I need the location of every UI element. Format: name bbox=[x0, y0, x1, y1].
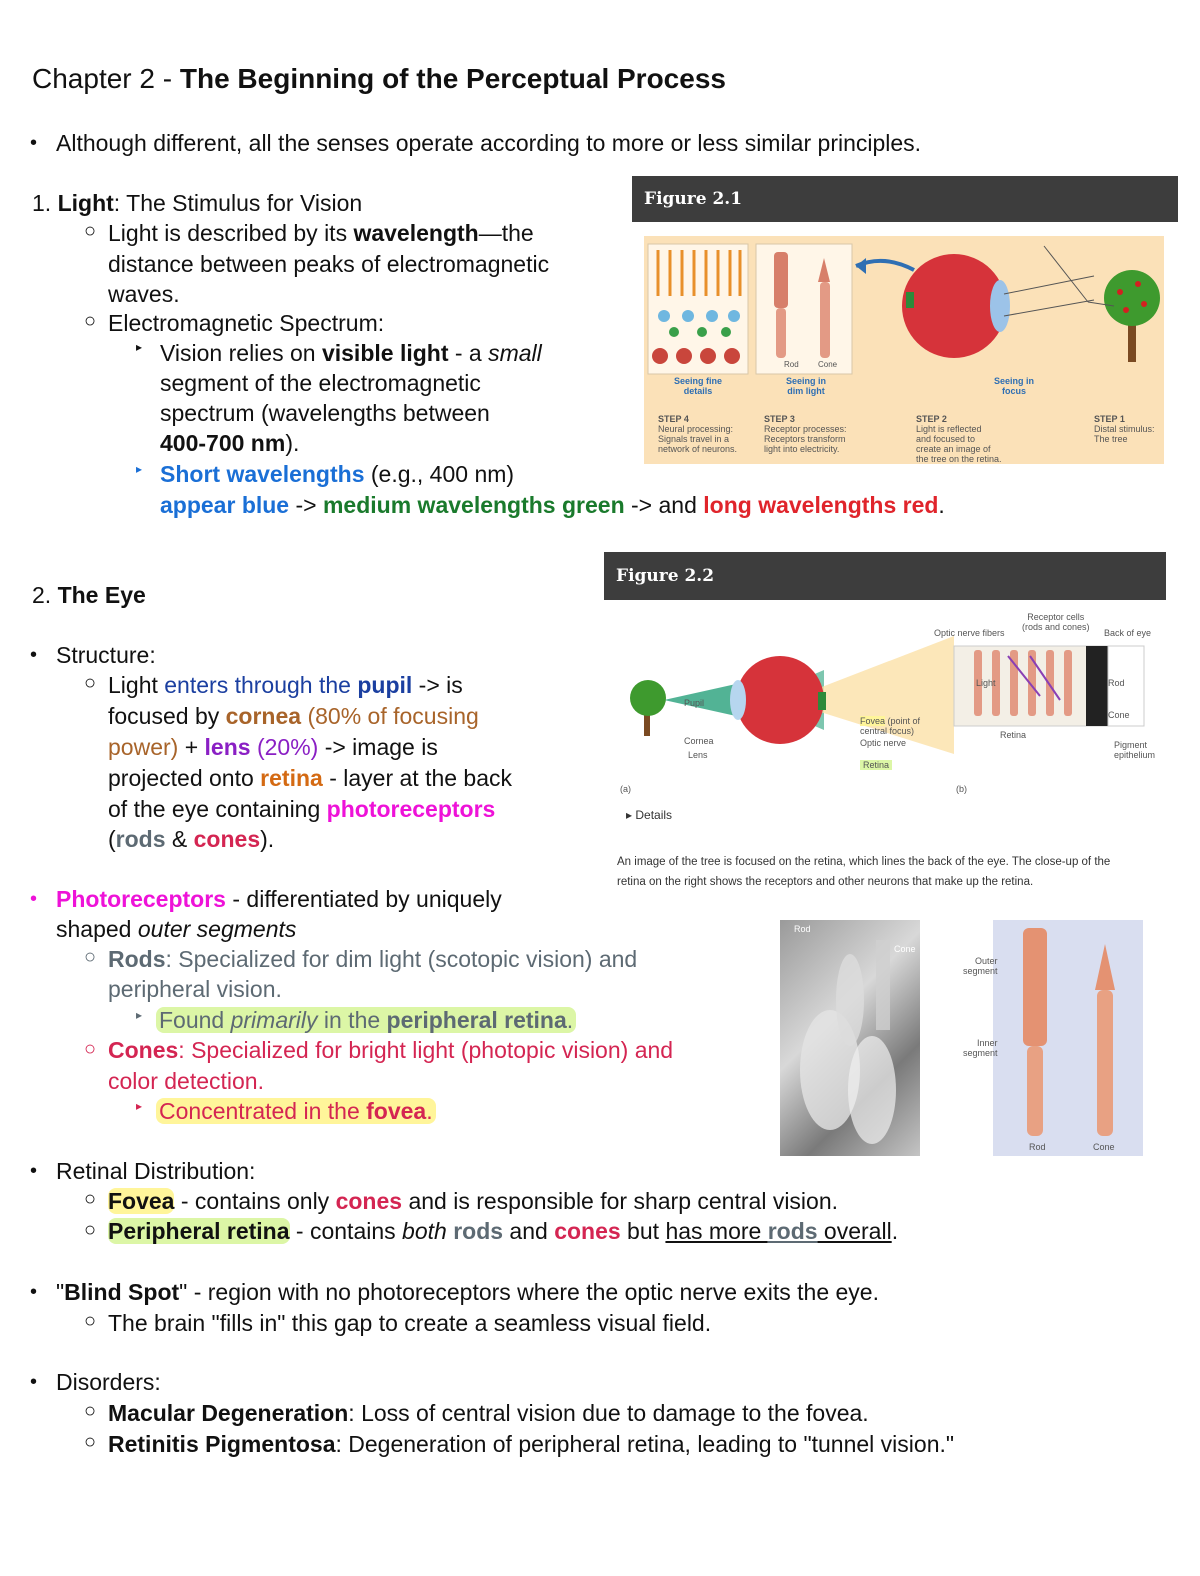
figure-2-1-header: Figure 2.1 bbox=[632, 176, 1178, 222]
text: & bbox=[165, 826, 194, 852]
figure-2-2-header: Figure 2.2 bbox=[604, 552, 1166, 600]
bullet-icon: • bbox=[30, 888, 38, 910]
circle-bullet-icon: ○ bbox=[84, 1310, 97, 1332]
outer-segment-label bbox=[963, 956, 998, 976]
text: —the bbox=[478, 220, 534, 246]
micro-rod-label: Rod bbox=[794, 924, 811, 934]
caption-line: Seeing in bbox=[786, 376, 827, 386]
peripheral-retina-term: peripheral retina bbox=[386, 1007, 567, 1033]
fig2-receptor-label bbox=[1022, 612, 1090, 632]
range-term: 400-700 nm bbox=[160, 430, 286, 456]
fig2-fovea-label bbox=[860, 716, 920, 736]
bullet-icon: • bbox=[30, 132, 38, 154]
wavelength-term: wavelength bbox=[353, 220, 479, 246]
text: projected onto bbox=[108, 765, 261, 791]
text: (20%) bbox=[250, 734, 319, 760]
caption-line: Seeing fine bbox=[674, 376, 723, 386]
eye-line5 bbox=[108, 794, 495, 824]
light-s2-line2 bbox=[160, 490, 945, 520]
text: - contains only bbox=[174, 1188, 336, 1214]
fig1-caption-3 bbox=[994, 376, 1034, 396]
micro-cone-label: Cone bbox=[894, 944, 916, 954]
section-rest: : The Stimulus for Vision bbox=[113, 190, 363, 216]
primarily-term: primarily bbox=[230, 1007, 318, 1033]
bullet-icon: • bbox=[30, 1281, 38, 1303]
text: " bbox=[56, 1279, 65, 1305]
section-eye-heading bbox=[32, 580, 146, 610]
blind-spot-sub: The brain "fills in" this gap to create a seamless visual field. bbox=[108, 1310, 712, 1336]
fig2-back-label: Back of eye bbox=[1104, 628, 1152, 638]
fig1-step3 bbox=[764, 414, 847, 454]
cones-sub bbox=[156, 1096, 436, 1126]
underlined-text: overall bbox=[817, 1218, 892, 1244]
circle-bullet-icon: ○ bbox=[84, 1400, 97, 1422]
label-line: (point of bbox=[887, 716, 921, 726]
highlight-green bbox=[156, 1007, 576, 1033]
step-line: Signals travel in a bbox=[658, 434, 730, 444]
step-title: STEP 2 bbox=[916, 414, 947, 424]
text: -> bbox=[289, 492, 323, 518]
step-line: and focused to bbox=[916, 434, 976, 444]
label-line: segment bbox=[963, 1048, 998, 1058]
fig2-light-label: Light bbox=[976, 678, 996, 688]
step-title: STEP 3 bbox=[764, 414, 795, 424]
step-line: Receptor processes: bbox=[764, 424, 847, 434]
intro-text: Although different, all the senses operate according to more or less similar principles. bbox=[56, 130, 922, 156]
rod-cone-drawing bbox=[963, 920, 1143, 1156]
rods-term: rods bbox=[115, 826, 166, 852]
text: Light bbox=[108, 672, 165, 698]
micrograph-image bbox=[780, 920, 920, 1156]
micrograph-shapes bbox=[780, 920, 920, 1156]
macular-term: Macular Degeneration bbox=[108, 1400, 349, 1426]
text: : Degeneration of peripheral retina, leading to "tunnel vision." bbox=[335, 1431, 955, 1457]
peripheral-line bbox=[108, 1216, 898, 1246]
photoreceptors-term: photoreceptors bbox=[326, 796, 496, 822]
light-b1-line3: waves. bbox=[108, 281, 180, 307]
pupil-term: pupil bbox=[357, 672, 413, 698]
fig1-caption-2 bbox=[786, 376, 826, 396]
text: + bbox=[178, 734, 205, 760]
fig1-caption-1 bbox=[674, 376, 722, 396]
text: Vision relies on bbox=[160, 340, 322, 366]
fig2-lens-label: Lens bbox=[688, 750, 708, 760]
step-line: Neural processing: bbox=[658, 424, 734, 434]
circle-bullet-icon: ○ bbox=[84, 220, 97, 242]
fig2-pigment-label bbox=[1114, 740, 1155, 760]
text: power) bbox=[108, 734, 179, 760]
cones-term: cones bbox=[335, 1188, 403, 1214]
text: Light is described by its bbox=[108, 220, 354, 246]
both-term: both bbox=[402, 1218, 447, 1244]
label-line: (rods and cones) bbox=[1022, 622, 1090, 632]
text: : Specialized for dim light (scotopic vision) and bbox=[165, 946, 638, 972]
triangle-bullet-icon: ▸ bbox=[136, 462, 143, 476]
bullet-icon: • bbox=[30, 644, 38, 666]
light-s2-line1 bbox=[160, 459, 514, 489]
text: -> image is bbox=[318, 734, 438, 760]
fig2-retina-label: Retina bbox=[1000, 730, 1027, 740]
figure-2-2-image bbox=[604, 600, 1166, 798]
fig2-rod-label: Rod bbox=[1108, 678, 1125, 688]
caret-right-icon: ▸ bbox=[626, 808, 633, 822]
light-s1-line3: spectrum (wavelengths between bbox=[160, 400, 490, 426]
text: shaped bbox=[56, 916, 138, 942]
bullet-icon: • bbox=[30, 1371, 38, 1393]
step-line: the tree on the retina. bbox=[916, 454, 1002, 464]
eye-line2 bbox=[108, 701, 479, 731]
section-light-heading bbox=[32, 188, 362, 218]
label-line: Inner bbox=[977, 1038, 998, 1048]
step-line: network of neurons. bbox=[658, 444, 738, 454]
structure-label: Structure: bbox=[56, 642, 156, 668]
photoreceptors-heading: Photoreceptors bbox=[56, 886, 226, 912]
label-line: central focus) bbox=[860, 726, 915, 736]
retinitis-line bbox=[108, 1429, 954, 1459]
details-toggle[interactable] bbox=[626, 806, 672, 824]
light-b2: Electromagnetic Spectrum: bbox=[108, 310, 385, 336]
section-head: Light bbox=[57, 190, 114, 216]
caption-line: Seeing in bbox=[994, 376, 1035, 386]
outer-segments-term: outer segments bbox=[137, 916, 297, 942]
text: ). bbox=[260, 826, 275, 852]
text: enters through the bbox=[164, 672, 358, 698]
fig2-pupil-label: Pupil bbox=[684, 698, 705, 708]
light-s1-line1 bbox=[160, 338, 542, 368]
figure-2-1-image bbox=[644, 236, 1164, 464]
medium-green: medium wavelengths green bbox=[322, 492, 625, 518]
light-b1-line2: distance between peaks of electromagnetic bbox=[108, 251, 550, 277]
blind-spot-line bbox=[56, 1277, 879, 1307]
fig2-a-label: (a) bbox=[620, 784, 631, 794]
text: - layer at the back bbox=[322, 765, 513, 791]
text: -> and bbox=[624, 492, 704, 518]
photo-line2 bbox=[56, 914, 296, 944]
label-line: Receptor cells bbox=[1027, 612, 1085, 622]
cones-term: cones bbox=[554, 1218, 621, 1244]
cones-term: Cones bbox=[108, 1037, 179, 1063]
label-line: Outer bbox=[975, 956, 998, 966]
step-line: Light is reflected bbox=[916, 424, 982, 434]
blind-spot-term: Blind Spot bbox=[64, 1279, 180, 1305]
photo-line1 bbox=[56, 884, 502, 914]
step-line: The tree bbox=[1094, 434, 1128, 444]
text: and bbox=[503, 1218, 555, 1244]
rods-term: Rods bbox=[108, 946, 166, 972]
fig2-caption-line2: retina on the right shows the receptors and other neurons that make up the retina. bbox=[617, 876, 1034, 888]
text: in the bbox=[317, 1007, 387, 1033]
light-s1-line2: segment of the electromagnetic bbox=[160, 370, 481, 396]
eye-line1 bbox=[108, 670, 463, 700]
text: . bbox=[891, 1218, 899, 1244]
inner-segment-label bbox=[963, 1038, 998, 1058]
distribution-head: Retinal Distribution: bbox=[56, 1158, 256, 1184]
label-line: Pigment bbox=[1114, 740, 1148, 750]
fig1-cone-label: Cone bbox=[818, 360, 838, 369]
caption-line: details bbox=[683, 386, 713, 396]
disorders-head: Disorders: bbox=[56, 1369, 161, 1395]
section-number: 1. bbox=[32, 190, 52, 216]
fig2-b-label: (b) bbox=[956, 784, 967, 794]
fig1-rod-label: Rod bbox=[784, 360, 799, 369]
cornea-term: cornea bbox=[225, 703, 302, 729]
long-red: long wavelengths red bbox=[703, 492, 939, 518]
cones-line1 bbox=[108, 1035, 673, 1065]
drawing-cone-label: Cone bbox=[1093, 1142, 1115, 1152]
circle-bullet-icon: ○ bbox=[84, 310, 97, 332]
drawing-rod-label: Rod bbox=[1029, 1142, 1046, 1152]
step-title: STEP 4 bbox=[658, 414, 689, 424]
step-line: Distal stimulus: bbox=[1094, 424, 1155, 434]
triangle-bullet-icon: ▸ bbox=[136, 1008, 143, 1022]
appear-blue: appear blue bbox=[160, 492, 290, 518]
eye-line3 bbox=[108, 732, 438, 762]
text: (80% of focusing bbox=[301, 703, 479, 729]
fig2-optic-fibers-label: Optic nerve fibers bbox=[934, 628, 1005, 638]
caption-line: focus bbox=[1002, 386, 1027, 396]
fovea-line bbox=[108, 1186, 838, 1216]
fig1-step2 bbox=[916, 414, 1002, 464]
step-title: STEP 1 bbox=[1094, 414, 1125, 424]
fig1-step1 bbox=[1094, 414, 1155, 444]
fovea-term: Fovea bbox=[108, 1188, 175, 1214]
text: focused by bbox=[108, 703, 226, 729]
fovea-term: fovea bbox=[366, 1098, 427, 1124]
underlined-text: has more bbox=[665, 1218, 768, 1244]
visible-light-term: visible light bbox=[321, 340, 449, 366]
text: - a bbox=[448, 340, 489, 366]
fig2-cornea-label: Cornea bbox=[684, 736, 714, 746]
light-b1-line1 bbox=[108, 218, 534, 248]
step-line: create an image of bbox=[916, 444, 991, 454]
text: . bbox=[938, 492, 945, 518]
title-prefix: Chapter 2 - bbox=[32, 63, 180, 94]
light-s1-line4 bbox=[160, 428, 299, 458]
lens-term: lens bbox=[204, 734, 251, 760]
text: Found bbox=[159, 1007, 231, 1033]
eye-line6 bbox=[108, 824, 274, 854]
circle-bullet-icon: ○ bbox=[84, 1188, 97, 1210]
circle-bullet-icon: ○ bbox=[84, 1431, 97, 1453]
cones-line2: color detection. bbox=[108, 1068, 264, 1094]
text: and is responsible for sharp central vision. bbox=[402, 1188, 839, 1214]
circle-bullet-icon: ○ bbox=[84, 672, 97, 694]
text: . bbox=[426, 1098, 433, 1124]
rods-line2: peripheral vision. bbox=[108, 976, 282, 1002]
fig2-caption-line1: An image of the tree is focused on the retina, which lines the back of the eye. The close-up of the bbox=[617, 856, 1111, 868]
label-line: segment bbox=[963, 966, 998, 976]
text: (e.g., 400 nm) bbox=[364, 461, 515, 487]
text: : Loss of central vision due to damage to the fovea. bbox=[348, 1400, 869, 1426]
small-term: small bbox=[488, 340, 542, 366]
caption-line: dim light bbox=[787, 386, 825, 396]
fig2-optic-label: Optic nerve bbox=[860, 738, 907, 748]
label-line: epithelium bbox=[1114, 750, 1156, 760]
text: -> is bbox=[412, 672, 463, 698]
retina-term: retina bbox=[260, 765, 323, 791]
triangle-bullet-icon: ▸ bbox=[136, 340, 143, 354]
step-line: Receptors transform bbox=[764, 434, 846, 444]
rods-line1 bbox=[108, 944, 637, 974]
fig2-cone-label: Cone bbox=[1108, 710, 1130, 720]
retinitis-term: Retinitis Pigmentosa bbox=[108, 1431, 336, 1457]
circle-bullet-icon: ○ bbox=[84, 946, 97, 968]
cones-term: cones bbox=[193, 826, 261, 852]
text: - contains bbox=[289, 1218, 403, 1244]
text: ). bbox=[285, 430, 300, 456]
eye-line4 bbox=[108, 763, 512, 793]
fig1-step4 bbox=[658, 414, 737, 454]
short-wavelengths: Short wavelengths bbox=[160, 461, 365, 487]
text: but bbox=[620, 1218, 666, 1244]
triangle-bullet-icon: ▸ bbox=[136, 1099, 143, 1113]
section-head: The Eye bbox=[57, 582, 146, 608]
highlight-yellow bbox=[156, 1098, 436, 1124]
text: Concentrated in the bbox=[159, 1098, 367, 1124]
text: of the eye containing bbox=[108, 796, 327, 822]
circle-bullet-icon: ○ bbox=[84, 1038, 97, 1060]
peripheral-retina-term: Peripheral retina bbox=[108, 1218, 290, 1244]
text: : Specialized for bright light (photopic vision) and bbox=[178, 1037, 674, 1063]
fig2-retina-highlight: Retina bbox=[860, 760, 892, 770]
circle-bullet-icon: ○ bbox=[84, 1219, 97, 1241]
bullet-icon: • bbox=[30, 1160, 38, 1182]
details-label: Details bbox=[635, 808, 673, 822]
rods-term: rods bbox=[767, 1218, 818, 1244]
text: ( bbox=[108, 826, 116, 852]
section-number: 2. bbox=[32, 582, 52, 608]
text: . bbox=[566, 1007, 574, 1033]
title-bold: The Beginning of the Perceptual Process bbox=[179, 63, 726, 94]
label-line: Fovea bbox=[860, 716, 886, 726]
step-line: light into electricity. bbox=[764, 444, 840, 454]
text: " - region with no photoreceptors where the optic nerve exits the eye. bbox=[179, 1279, 879, 1305]
macular-line bbox=[108, 1398, 869, 1428]
text: - differentiated by uniquely bbox=[225, 886, 502, 912]
page-title bbox=[32, 62, 726, 96]
rods-sub bbox=[156, 1005, 576, 1035]
rod-cone-shapes bbox=[993, 920, 1143, 1156]
rods-term: rods bbox=[453, 1218, 504, 1244]
